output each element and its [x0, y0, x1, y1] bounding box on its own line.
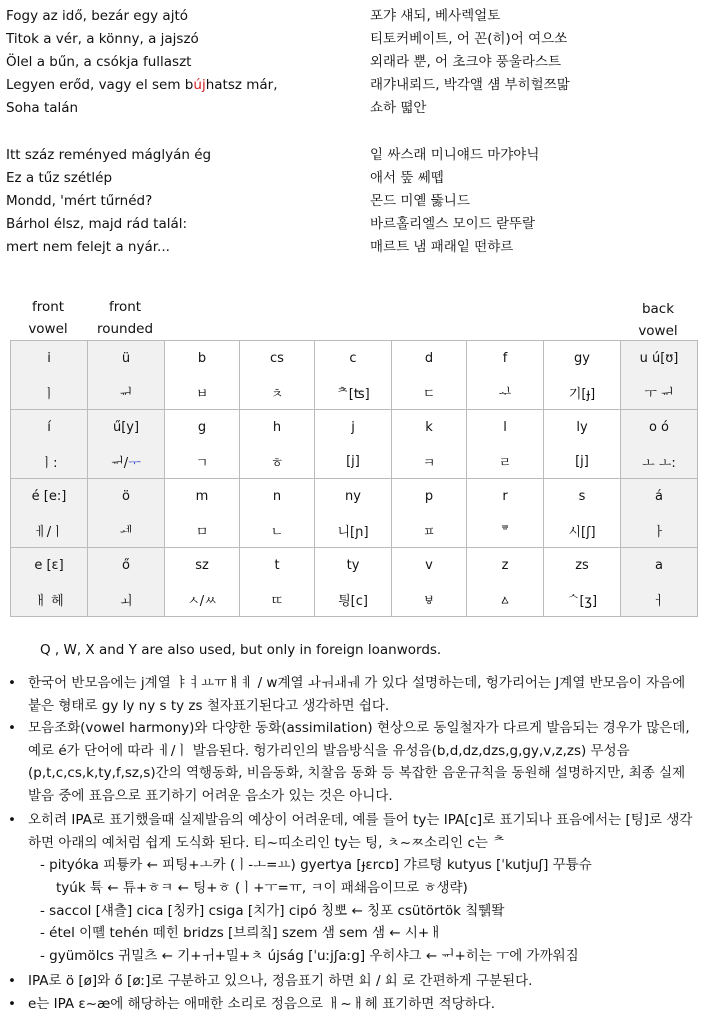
- poem-stanza2-korean: [370, 144, 539, 259]
- table-row: [11, 513, 698, 548]
- letter-cell: v: [392, 548, 467, 583]
- poem-line: [6, 74, 278, 97]
- jeongeum-cell: 니[ɲ]: [315, 513, 392, 548]
- bullet-mark: •: [8, 675, 16, 691]
- jeongeum-cell: ᄾ[ʒ]: [544, 582, 621, 617]
- jeongeum-cell: ᆔ: [88, 375, 165, 410]
- jeongeum-cell: ᄎ[ʦ]: [315, 375, 392, 410]
- poem-line: 애서 뚶 쎄뗍: [370, 170, 444, 186]
- jeongeum-cell: 시[ʃ]: [544, 513, 621, 548]
- header-line: front: [31, 299, 65, 315]
- jeongeum-cell: ㅋ: [392, 444, 467, 479]
- bullet-text: 모음조화(vowel harmony)와 다양한 동화(assimilation) 현상으로 동일철자가 다르게 발음되는 경우가 많은데, 예로 é가 단어에 따라 ㅔ/ㅣ 발음된다. 헝가리인의 발음방식을 유성음(b,d,dz,dzs,g,gy,v,z,zs) 무성음(p,t,c,cs,k,ty,f,sz,s)간의 역행동화, 비음동화, 치찰음 동화 등 복잡한 음운규칙을 동원해 설명하지만, 최종 실제발음 중에 표음으로 표기하기 어려운 음소가 있는 것은 아니다.: [28, 720, 690, 804]
- poem-line: 바르홀리엘스 모이드 랃뚜랄: [370, 216, 536, 232]
- jeongeum-cell: [j]: [544, 444, 621, 479]
- poem-text: Legyen erőd, vagy el sem b: [6, 77, 194, 93]
- poem-line: Itt száz reményed máglyán ég: [6, 147, 212, 163]
- jeongeum-cell: ㅸ: [392, 582, 467, 617]
- poem-line: 래갸내뢰드, 박각앨 섐 부히헐쯔맒: [370, 77, 570, 93]
- jeongeum-cell: ᄛ: [467, 513, 544, 548]
- letter-cell: é [e:]: [11, 479, 88, 514]
- letter-cell: i: [11, 341, 88, 376]
- letter-cell: g: [165, 410, 240, 445]
- example-line: tyúk 튝 ← 튜+ㅎㅋ ← 팅+ㅎ (ㅣ+ㅜ=ㅠ, ㅋ이 패쇄음이므로 ㅎ생략): [56, 880, 468, 896]
- letter-cell: s: [544, 479, 621, 514]
- letter-cell: ty: [315, 548, 392, 583]
- jeongeum-cell: ퟁ: [467, 375, 544, 410]
- jeongeum-cell: ㅣ: [11, 375, 88, 410]
- jeongeum-cell: ㅔ/ㅣ: [11, 513, 88, 548]
- letter-cell: a: [621, 548, 698, 583]
- example-line: - saccol [섀츨] cica [칭카] csiga [치가] cipó 칭뽀 ← 칭포 csütörtök 칰뛝뙄: [40, 903, 505, 919]
- bullet-text: 오히려 IPA로 표기했을때 실제발음의 예상이 어려운데, 예를 들어 ty는 IPA[c]로 표기되나 표음에서는 [팅]로 생각하면 아래의 예처럼 쉽게 도식화 된다. 티~띠소리인 ty는 팅, ㅊ~ㅉ소리인 c는 ᄎ: [28, 812, 693, 851]
- jeongeum-cell: ㅊ: [240, 375, 315, 410]
- alphabet-table: [10, 340, 698, 617]
- jeongeum-cell: ㅿ: [467, 582, 544, 617]
- letter-cell: o ó: [621, 410, 698, 445]
- poem-line: mert nem felejt a nyár...: [6, 239, 170, 255]
- letter-cell: p: [392, 479, 467, 514]
- jeongeum-cell: ㅍ: [392, 513, 467, 548]
- jeongeum-cell: ㄹ: [467, 444, 544, 479]
- header-front-rounded: [90, 296, 160, 340]
- poem-line: 잍 싸스래 미니얘드 마갸야닉: [370, 147, 540, 163]
- poem-line: 티토커베이트, 어 꼰(히)어 여으쏘: [370, 31, 568, 47]
- letter-cell: ű[y]: [88, 410, 165, 445]
- table-row: [11, 444, 698, 479]
- letter-cell: á: [621, 479, 698, 514]
- jeongeum-cell: ㅎ: [240, 444, 315, 479]
- bullet-item: [8, 717, 698, 807]
- jeongeum-cell: [j]: [315, 444, 392, 479]
- poem-stanza1-korean: [370, 5, 570, 120]
- jeongeum-cell: 기[ɟ]: [544, 375, 621, 410]
- highlighted-text: új: [193, 77, 206, 93]
- letter-cell: zs: [544, 548, 621, 583]
- table-row: [11, 582, 698, 617]
- jeongeum-cell: ㅚ: [88, 582, 165, 617]
- letter-cell: n: [240, 479, 315, 514]
- poem-line: 몬드 미옡 뚫니드: [370, 193, 470, 209]
- letter-cell: z: [467, 548, 544, 583]
- letter-cell: ü: [88, 341, 165, 376]
- jeongeum-cell: ㅗ ㅗ:: [621, 444, 698, 479]
- letter-cell: c: [315, 341, 392, 376]
- jeongeum-cell: ᆀ: [88, 513, 165, 548]
- poem-stanza2-hungarian: [6, 144, 211, 259]
- letter-cell: e [ɛ]: [11, 548, 88, 583]
- poem-line: 외래라 뿐, 어 초크야 풍울라스트: [370, 54, 561, 70]
- letter-cell: gy: [544, 341, 621, 376]
- poem-line: Soha talán: [6, 100, 79, 116]
- bullet-text: IPA로 ö [ø]와 ő [øː]로 구분하고 있으나, 정음표기 하면 ᅌᆈ / ᅌᆈ 로 간편하게 구분된다.: [28, 973, 533, 989]
- jeongeum-cell: ㅣ:: [11, 444, 88, 479]
- table-row: [11, 341, 698, 376]
- bullet-item: [8, 672, 698, 717]
- jeongeum-cell: ㅏ: [621, 513, 698, 548]
- poem-line: Titok a vér, a könny, a jajszó: [6, 31, 199, 47]
- letter-cell: sz: [165, 548, 240, 583]
- bullet-item: [8, 993, 698, 1016]
- letter-cell: f: [467, 341, 544, 376]
- letter-cell: ly: [544, 410, 621, 445]
- poem-stanza1-hungarian: [6, 5, 278, 120]
- jeongeum-cell: 틩[c]: [315, 582, 392, 617]
- letter-cell: m: [165, 479, 240, 514]
- header-back-vowel: [628, 298, 688, 342]
- bullet-mark: •: [8, 996, 16, 1012]
- bullet-mark: •: [8, 812, 16, 828]
- example-line: - étel 이뗼 tehén 떼힌 bridzs [브릐칰] szem 샘 sem 샘 ← 시+ㅐ: [40, 925, 443, 941]
- jeongeum-cell: ㅐ 헤: [11, 582, 88, 617]
- table-row: [11, 375, 698, 410]
- letter-cell: ő: [88, 548, 165, 583]
- header-line: back: [641, 301, 675, 317]
- jeongeum-cell: ㅜ ᆔ: [621, 375, 698, 410]
- jeongeum-cell: ㅁ: [165, 513, 240, 548]
- letter-cell: í: [11, 410, 88, 445]
- jeongeum-cell: ㄸ: [240, 582, 315, 617]
- jeongeum-cell: ㄷ: [392, 375, 467, 410]
- letter-cell: b: [165, 341, 240, 376]
- header-line: vowel: [28, 321, 68, 337]
- header-line: vowel: [638, 323, 678, 339]
- jeongeum-cell: ㅅ/ㅆ: [165, 582, 240, 617]
- table-row: [11, 479, 698, 514]
- loanword-note: Q , W, X and Y are also used, but only in foreign loanwords.: [40, 642, 442, 658]
- poem-line: 매르트 냄 패래잍 떤햐르: [370, 239, 514, 255]
- jeongeum-cell: ㄴ: [240, 513, 315, 548]
- letter-cell: ny: [315, 479, 392, 514]
- poem-line: Mondd, 'mért tűrnéd?: [6, 193, 153, 209]
- table-row: [11, 410, 698, 445]
- letter-cell: t: [240, 548, 315, 583]
- letter-cell: l: [467, 410, 544, 445]
- poem-line: Ölel a bűn, a csókja fullaszt: [6, 54, 192, 70]
- letter-cell: cs: [240, 341, 315, 376]
- bullet-item: [8, 809, 698, 854]
- poem-line: Ez a tűz szétlép: [6, 170, 113, 186]
- letter-cell: j: [315, 410, 392, 445]
- bullet-text: e는 IPA ɛ~æ에 해당하는 애매한 소리로 정음으로 ㅐ~ㅐ헤 표기하면 적당하다.: [28, 996, 495, 1012]
- example-line: - pityóka 피튷카 ← 피팅+ㅗ카 (ㅣ-ㅗ=ㅛ) gyertya [ɟɛrcɒ] 갸르텽 kutyus [ˈkutjuʃ] 꾸튱슈: [40, 857, 592, 873]
- letter-cell: r: [467, 479, 544, 514]
- bullet-mark: •: [8, 973, 16, 989]
- poem-line: 쇼하 뗣안: [370, 100, 427, 116]
- poem-text: hatsz már,: [205, 77, 278, 93]
- table-row: [11, 548, 698, 583]
- letter-cell: d: [392, 341, 467, 376]
- poem-line: Fogy az idő, bezár egy ajtó: [6, 8, 189, 24]
- letter-cell: k: [392, 410, 467, 445]
- letter-cell: u ú[ʊ]: [621, 341, 698, 376]
- header-front-vowel: [20, 296, 76, 340]
- jeongeum-cell: ᆔ/ᅮ: [88, 444, 165, 479]
- jeongeum-cell: ㅂ: [165, 375, 240, 410]
- poem-line: 포갸 섀되, 베사렉얼토: [370, 8, 501, 24]
- poem-line: Bárhol élsz, majd rád talál:: [6, 216, 188, 232]
- letter-cell: ö: [88, 479, 165, 514]
- bullet-text: 한국어 반모음에는 j계열 ㅑㅕㅛㅠㅒㅖ / w계열 ㅘㅝㅙㅞ 가 있다 설명하는데, 헝가리어는 J계열 반모음이 자음에 붙은 형태로 gy ly ny s ty zs 철자표기된다고 생각하면 쉽다.: [28, 675, 686, 714]
- jeongeum-cell: ㄱ: [165, 444, 240, 479]
- letter-cell: h: [240, 410, 315, 445]
- header-line: front: [108, 299, 142, 315]
- bullet-mark: •: [8, 720, 16, 736]
- header-line: rounded: [96, 321, 154, 337]
- example-line: - gyümölcs 귀밀츠 ← 기+ㅟ+밀+ㅊ újság [ˈuːjʃaːg] 우히샤그 ← ᆔ+히는 ㅜ에 가까워짐: [40, 948, 579, 964]
- blue-jamo: ᅮ: [128, 455, 141, 471]
- bullet-item: [8, 970, 698, 993]
- jeongeum-cell: ㅓ: [621, 582, 698, 617]
